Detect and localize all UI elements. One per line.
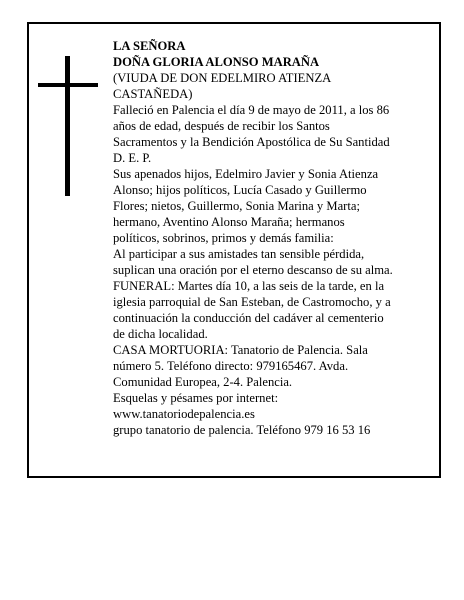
body-line: Comunidad Europea, 2-4. Palencia.	[113, 375, 293, 389]
body-line: grupo tanatorio de palencia. Teléfono 979 16 53 16	[113, 423, 371, 437]
body-line: FUNERAL: Martes día 10, a las seis de la tarde, en la	[113, 279, 385, 293]
obituary-text	[113, 38, 423, 438]
deceased-name: DOÑA GLORIA ALONSO MARAÑA	[113, 55, 320, 69]
body-line: iglesia parroquial de San Esteban, de Castromocho, y a	[113, 295, 391, 309]
body-line: políticos, sobrinos, primos y demás familia:	[113, 231, 334, 245]
cross-icon-crossbar	[38, 83, 98, 87]
body-line: Esquelas y pésames por internet:	[113, 391, 279, 405]
body-line: Sus apenados hijos, Edelmiro Javier y Sonia Atienza	[113, 167, 379, 181]
body-line: www.tanatoriodepalencia.es	[113, 407, 255, 421]
body-line: número 5. Teléfono directo: 979165467. Avda.	[113, 359, 349, 373]
body-line: Alonso; hijos políticos, Lucía Casado y Guillermo	[113, 183, 367, 197]
body-line: Flores; nietos, Guillermo, Sonia Marina y Marta;	[113, 199, 360, 213]
body-line: continuación la conducción del cadáver al cementerio	[113, 311, 384, 325]
body-line: Al participar a sus amistades tan sensible pérdida,	[113, 247, 365, 261]
cross-icon	[65, 56, 70, 196]
body-line: D. E. P.	[113, 151, 152, 165]
body-line: suplican una oración por el eterno descanso de su alma.	[113, 263, 393, 277]
body-line: Sacramentos y la Bendición Apostólica de Su Santidad	[113, 135, 390, 149]
body-line: Falleció en Palencia el día 9 de mayo de 2011, a los 86	[113, 103, 390, 117]
salutation: LA SEÑORA	[113, 39, 186, 53]
widow-note-line-2: CASTAÑEDA)	[113, 87, 193, 101]
widow-note-line-1: (VIUDA DE DON EDELMIRO ATIENZA	[113, 71, 332, 85]
body-line: años de edad, después de recibir los Santos	[113, 119, 330, 133]
body-line: de dicha localidad.	[113, 327, 208, 341]
body-line: CASA MORTUORIA: Tanatorio de Palencia. Sala	[113, 343, 368, 357]
body-line: hermano, Aventino Alonso Maraña; hermanos	[113, 215, 345, 229]
